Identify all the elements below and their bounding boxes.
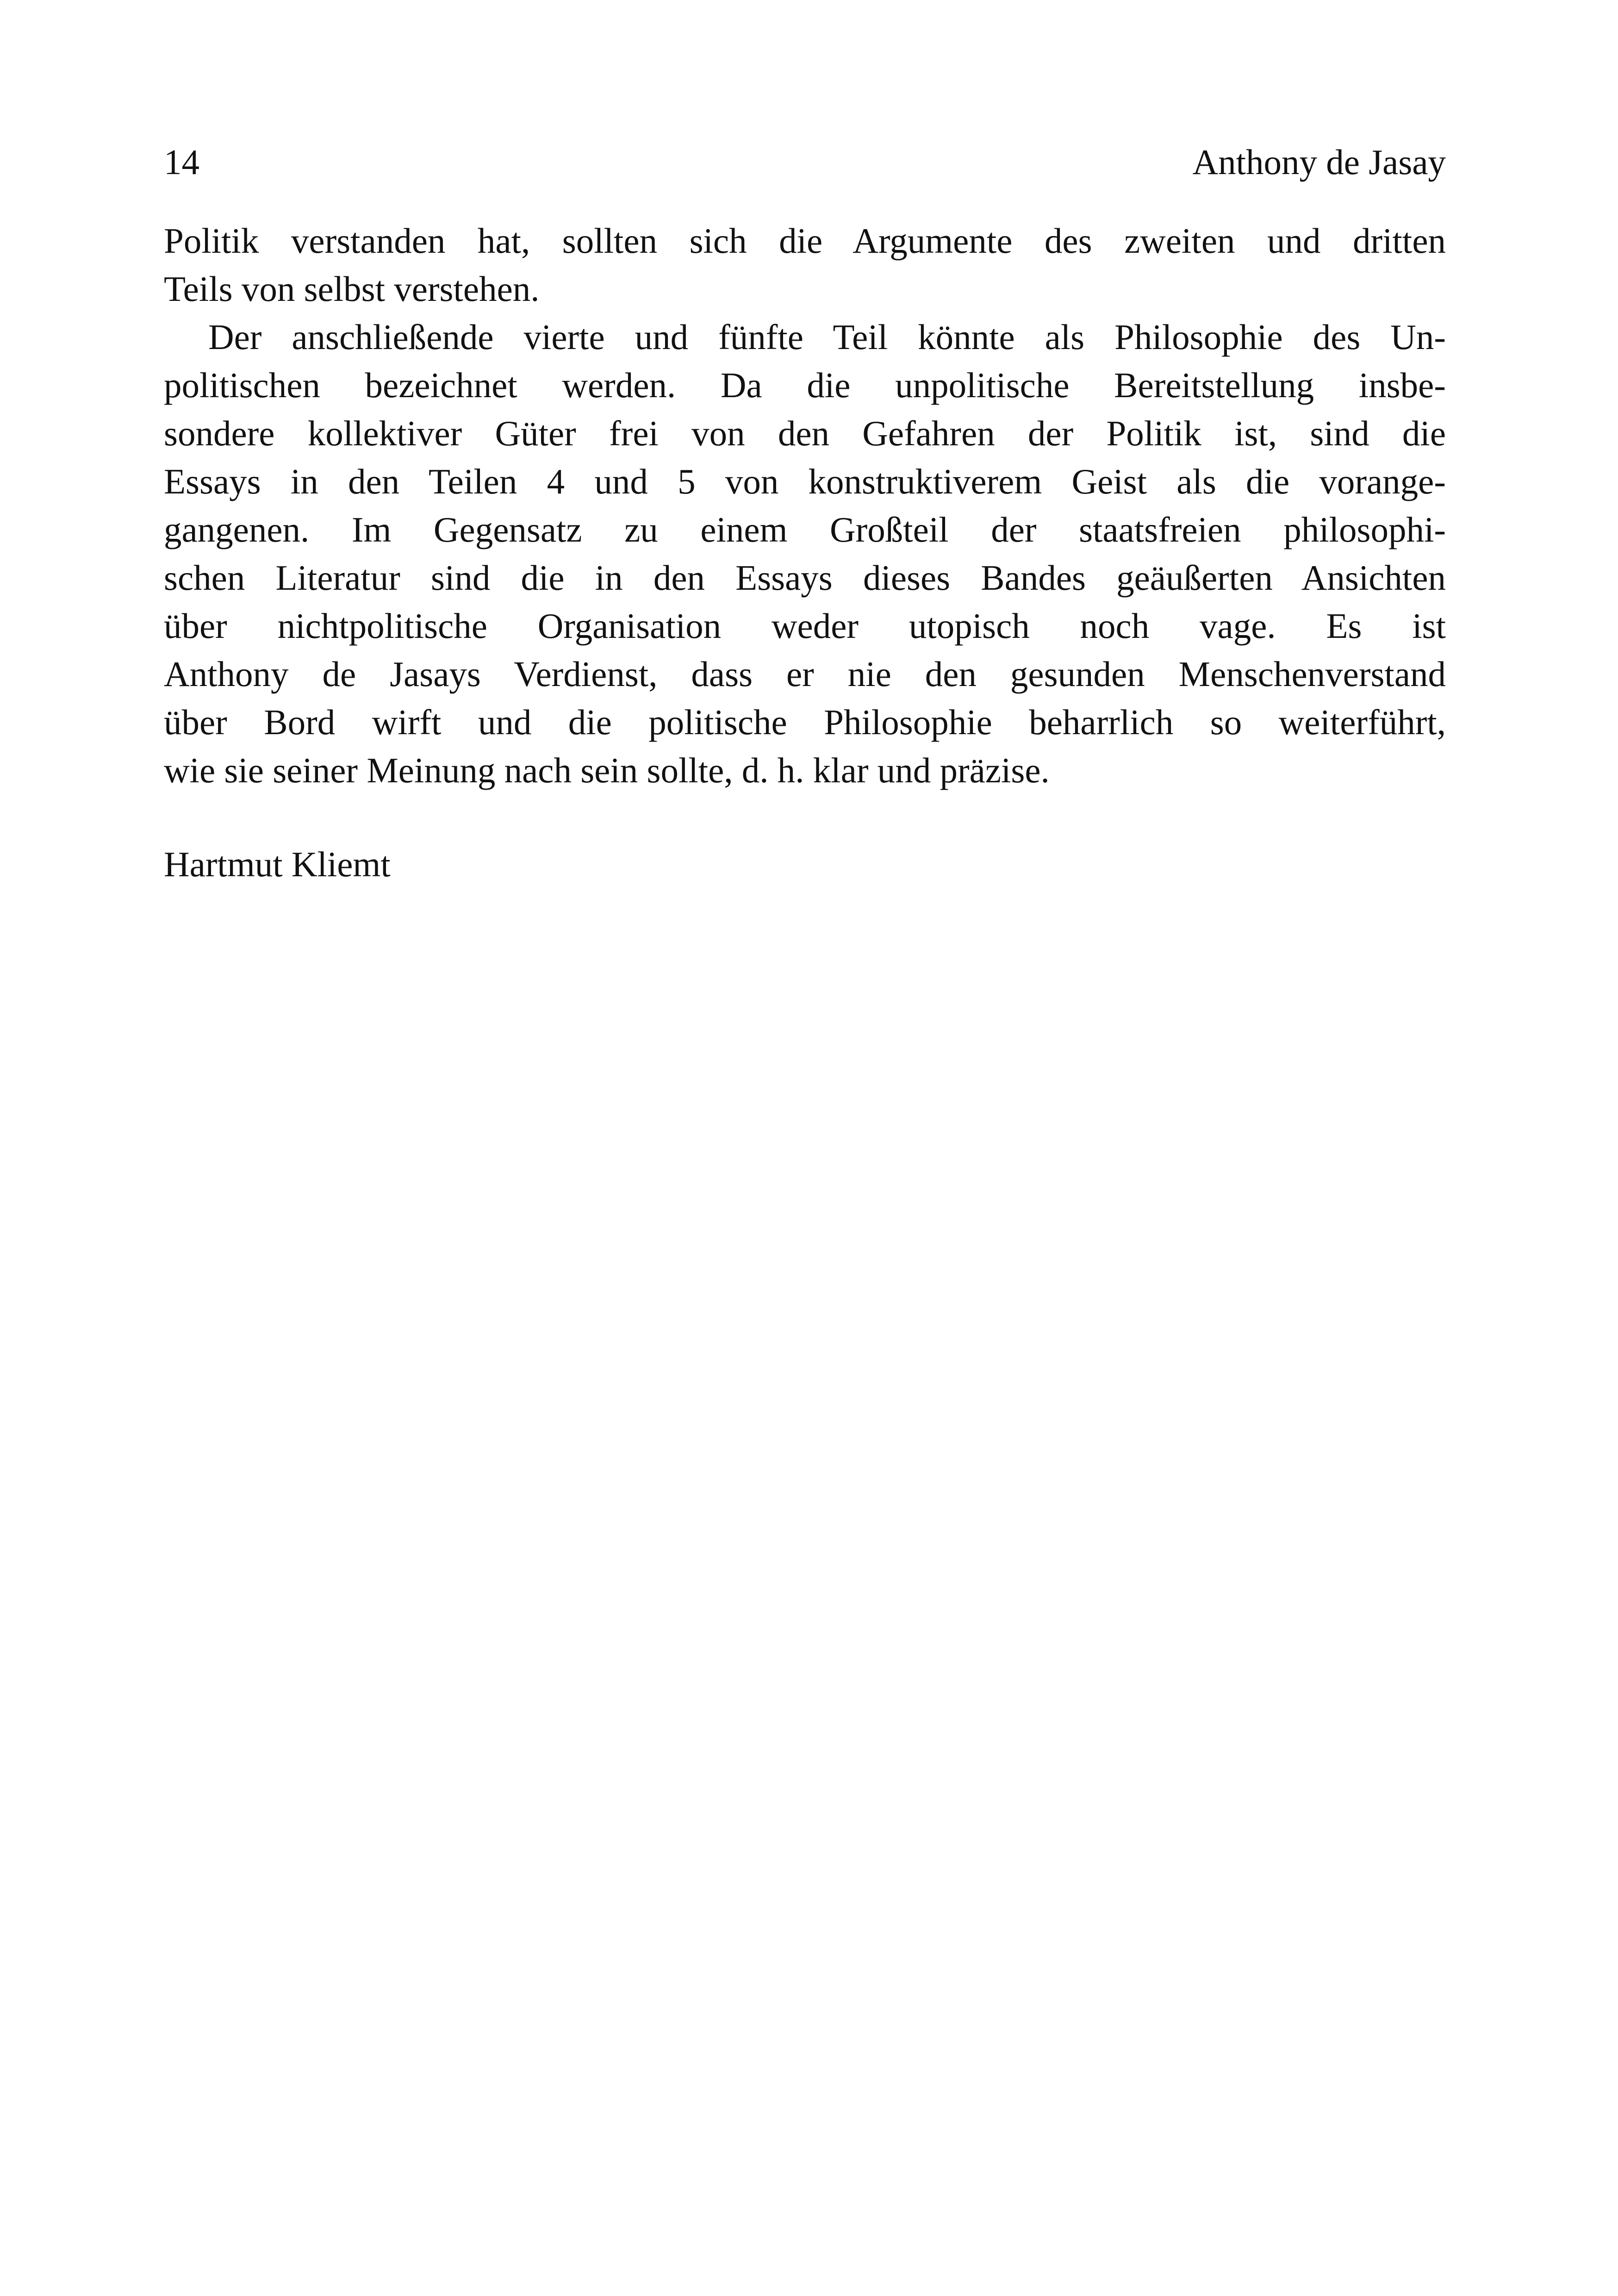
text-line: schen Literatur sind die in den Essays dieses Bandes geäußerten Ansichten (164, 558, 1446, 598)
text-line: gangenen. Im Gegensatz zu einem Großteil der staatsfreien philosophi- (164, 510, 1446, 549)
page-number: 14 (164, 142, 199, 182)
text-line: Der anschließende vierte und fünfte Teil könnte als Philosophie des Un- (208, 317, 1446, 357)
text-line: sondere kollektiver Güter frei von den Gefahren der Politik ist, sind die (164, 413, 1446, 453)
text-line: wie sie seiner Meinung nach sein sollte, d. h. klar und präzise. (164, 750, 1050, 790)
text-line: über nichtpolitische Organisation weder utopisch noch vage. Es ist (164, 606, 1446, 646)
text-line: über Bord wirft und die politische Philosophie beharrlich so weiterführt, (164, 702, 1446, 742)
text-line: Anthony de Jasays Verdienst, dass er nie den gesunden Menschenverstand (164, 654, 1446, 694)
text-line: politischen bezeichnet werden. Da die unpolitische Bereitstellung insbe- (164, 365, 1446, 405)
running-title: Anthony de Jasay (1192, 142, 1446, 182)
body-text (164, 217, 1446, 794)
running-head (164, 134, 1446, 190)
author-signature: Hartmut Kliemt (164, 844, 391, 884)
text-line: Essays in den Teilen 4 und 5 von konstruktiverem Geist als die vorange- (164, 462, 1446, 501)
text-line: Politik verstanden hat, sollten sich die Argumente des zweiten und dritten (164, 221, 1446, 261)
text-line: Teils von selbst verstehen. (164, 269, 540, 309)
